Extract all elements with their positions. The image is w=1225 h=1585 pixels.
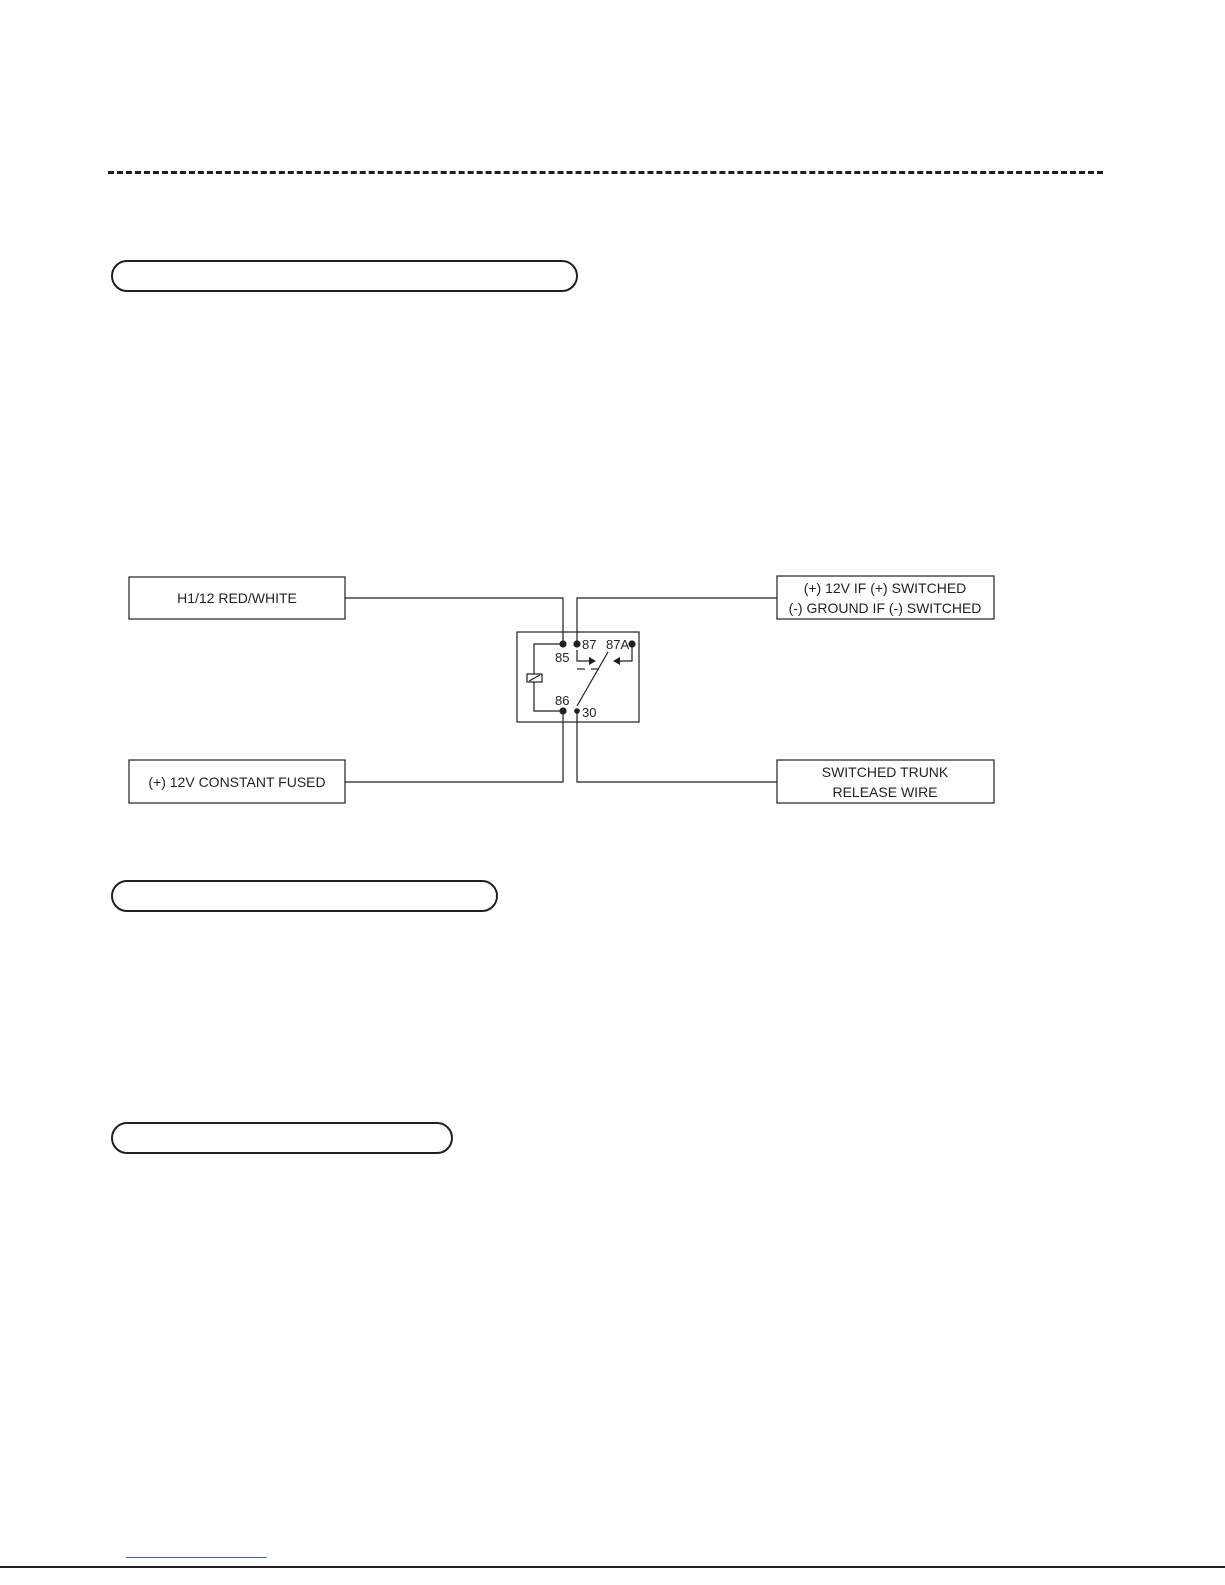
constant-fused-label: (+) 12V CONSTANT FUSED [148, 774, 326, 790]
terminal-85-dot [559, 640, 566, 647]
contact-87-arrow [589, 657, 596, 665]
footer-link-underline [126, 1557, 267, 1558]
pin-86-label: 86 [555, 693, 570, 708]
pin-87-label: 87 [582, 637, 597, 652]
wire-h112-to-85 [345, 598, 563, 644]
terminal-30-dot [574, 708, 580, 714]
pin-30-label: 30 [582, 705, 597, 720]
terminal-87a-dot [628, 640, 635, 647]
terminal-86-dot [559, 707, 566, 714]
trunk-label-line-1: SWITCHED TRUNK [821, 764, 949, 780]
trunk-label-line-2: RELEASE WIRE [832, 784, 938, 800]
switched-label-line-2: (-) GROUND IF (-) SWITCHED [788, 600, 982, 616]
footer-rule [0, 1566, 1225, 1568]
terminal-87-dot [573, 640, 580, 647]
pin-85-label: 85 [555, 650, 570, 665]
pin-87a-label: 87A [606, 637, 630, 652]
switched-label-line-1: (+) 12V IF (+) SWITCHED [803, 580, 967, 596]
contact-87a-arrow [613, 657, 620, 665]
h112-label: H1/12 RED/WHITE [177, 590, 297, 606]
